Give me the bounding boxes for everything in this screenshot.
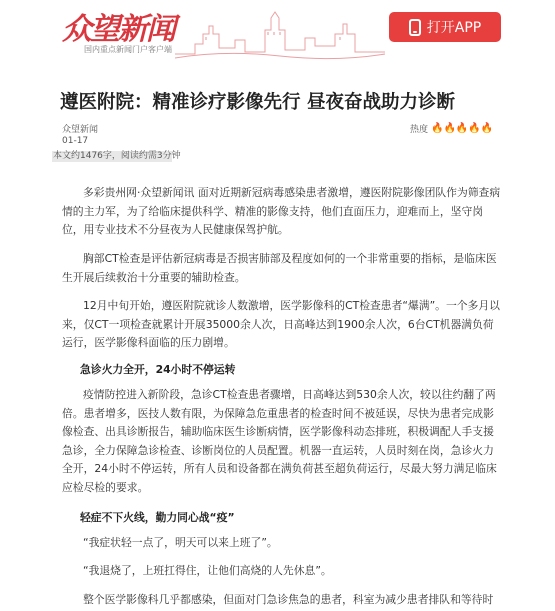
article-title: 遵医附院：精准诊疗影像先行 昼夜奋战助力诊断 — [60, 92, 455, 113]
flame-icon: 🔥 — [468, 123, 481, 134]
logo-tagline: 国内重点新闻门户客户端 — [84, 45, 172, 54]
top-bar — [0, 0, 555, 62]
phone-icon — [409, 19, 421, 36]
city-skyline-icon — [175, 4, 385, 60]
flame-icon: 🔥 — [443, 123, 456, 134]
read-time-info: 本文约1476字，阅读约需3分钟 — [53, 151, 181, 161]
article-paragraph: 整个医学影像科几乎都感染，但面对门急诊焦急的患者，科室为减少患者排队和等待时 — [83, 593, 494, 606]
section-heading: 轻症不下火线，勤力同心战“疫” — [80, 511, 235, 524]
open-app-label: 打开APP — [426, 20, 482, 36]
article-paragraph: “我退烧了，上班扛得住，让他们高烧的人先休息”。 — [83, 564, 332, 577]
article-paragraph: 多彩贵州网·众望新闻讯 面对近期新冠病毒感染患者激增，遵医附院影像团队作为筛查病情的主力军，为了给临床提供科学、精准的影像支持，他们直面压力，迎难而上，坚守岗位，用专业技术不分昼夜为人民健康保驾护航。 — [62, 186, 501, 237]
section-heading: 急诊火力全开，24小时不停运转 — [80, 363, 236, 376]
article-paragraph: 胸部CT检查是评估新冠病毒是否损害肺部及程度如何的一个非常重要的指标，是临床医生开展后续救治十分重要的辅助检查。 — [62, 252, 497, 284]
heat-label: 热度 — [410, 125, 429, 135]
flame-icon: 🔥 — [431, 123, 444, 134]
flame-icons — [431, 123, 493, 134]
article-paragraph: 疫情防控进入新阶段，急诊CT检查患者骤增，日高峰达到530余人次，较以往约翻了两倍。患者增多，医技人数有限，为保障急危重患者的检查时间不被延误，尽快为患者完成影像检查、出具诊断报告，辅助临床医生诊断病情，医学影像科动态排班，积极调配人手支援急诊，全力保障急诊检查、诊断岗位的人员配置。机器一直运转，人员时刻在岗，急诊火力全开，24小时不停运转，所有人员和设备都在满负荷甚至超负荷运行，尽最大努力满足临床应检尽检的要求。 — [62, 388, 497, 494]
flame-empty-icon: 🔥 — [480, 123, 494, 134]
article-date: 01-17 — [62, 136, 89, 146]
logo-text: 众望新闻 — [62, 12, 174, 47]
article-source[interactable]: 众望新闻 — [62, 125, 99, 135]
article-paragraph: “我症状轻一点了，明天可以来上班了”。 — [83, 536, 278, 549]
flame-icon: 🔥 — [455, 123, 469, 134]
heat-indicator — [410, 122, 493, 135]
article-paragraph: 12月中旬开始，遵医附院就诊人数激增，医学影像科的CT检查患者“爆满”。一个多月以来，仅CT一项检查就累计开展35000余人次，日高峰达到1900余人次，6台CT机器满负荷运行，医学影像科面临的压力剧增。 — [62, 299, 500, 350]
open-app-button[interactable] — [389, 12, 501, 42]
